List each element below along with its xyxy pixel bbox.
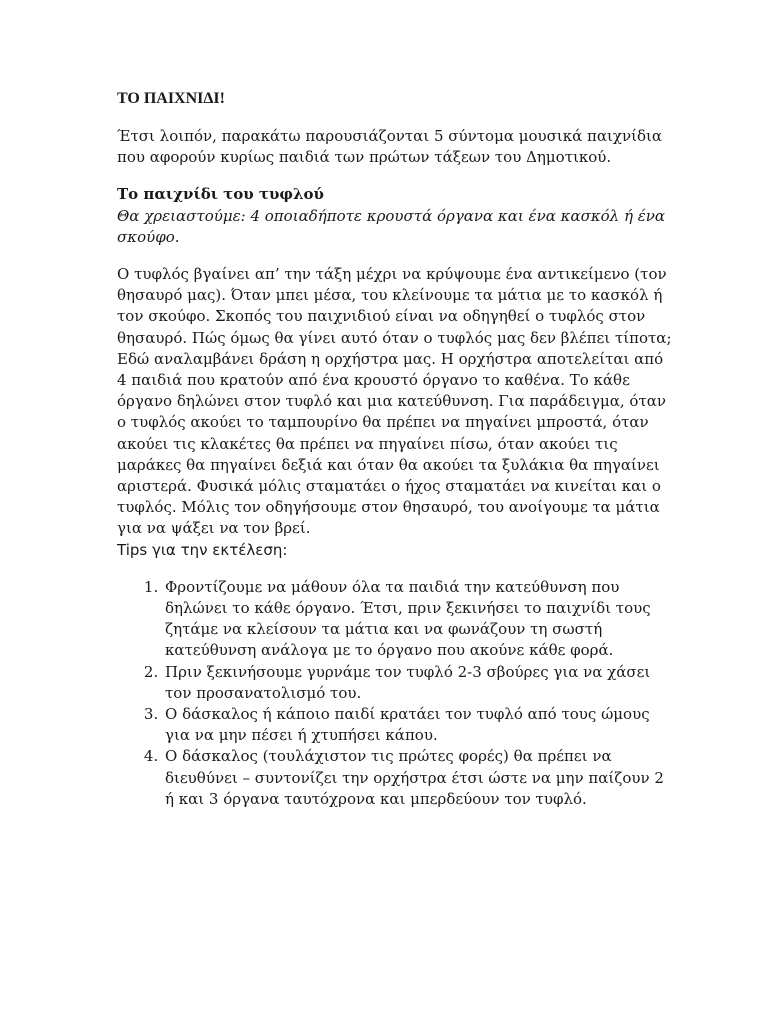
game-requirements: Θα χρειαστούμε: 4 οποιαδήποτε κρουστά όργανα και ένα κασκόλ ή ένα σκούφο. <box>117 206 666 246</box>
document-page <box>117 88 677 810</box>
game-title: Το παιχνίδι του τυφλού <box>117 185 324 204</box>
tip-item: 2. Πριν ξεκινήσουμε γυρνάμε τον τυφλό 2-3 σβούρες για να χάσει τον προσανατολισμό του. <box>163 662 677 704</box>
document-title: ΤΟ ΠΑΙΧΝΙΔΙ! <box>117 90 225 107</box>
intro-paragraph: Έτσι λοιπόν, παρακάτω παρουσιάζονται 5 σύντομα μουσικά παιχνίδια που αφορούν κυρίως παιδιά των πρώτων τάξεων του Δημοτικού. <box>117 127 663 167</box>
tips-label: Tips για την εκτέλεση: <box>117 540 288 559</box>
tip-item: 4. Ο δάσκαλος (τουλάχιστον τις πρώτες φορές) θα πρέπει να διευθύνει – συντονίζει την ορχήστρα έτσι ώστε να μην παίζουν 2 ή και 3 όργανα ταυτόχρονα και μπερδεύουν τον τυφλό. <box>163 746 677 810</box>
tip-item: 1. Φροντίζουμε να μάθουν όλα τα παιδιά την κατεύθυνση που δηλώνει το κάθε όργανο. Έτσι, πριν ξεκινήσει το παιχνίδι τους ζητάμε να κλείσουν τα μάτια και να φωνάζουν τη σωστή κατεύθυνση ανάλογα με το όργανο που ακούνε κάθε φορά. <box>163 577 677 662</box>
tip-item: 3. Ο δάσκαλος ή κάποιο παιδί κρατάει τον τυφλό από τους ώμους για να μην πέσει ή χτυπήσει κάπου. <box>163 704 677 746</box>
tips-list <box>117 577 677 810</box>
game-description: Ο τυφλός βγαίνει απ’ την τάξη μέχρι να κρύψουμε ένα αντικείμενο (τον θησαυρό μας). Όταν μπει μέσα, του κλείνουμε τα μάτια με το κασκόλ ή τον σκούφο. Σκοπός του παιχνιδιού είναι να οδηγηθεί ο τυφλός στον θησαυρό. Πώς όμως θα γίνει αυτό όταν ο τυφλός μας δεν βλέπει τίποτα; Εδώ αναλαμβάνει δράση η ορχήστρα μας. Η ορχήστρα αποτελείται από 4 παιδιά που κρατούν από ένα κρουστό όργανο το καθένα. Το κάθε όργανο δηλώνει στον τυφλό και μια κατεύθυνση. Για παράδειγμα, όταν ο τυφλός ακούει το ταμπουρίνο θα πρέπει να πηγαίνει μπροστά, όταν ακούει τις κλακέτες θα πρέπει να πηγαίνει πίσω, όταν ακούει τις μαράκες θα πηγαίνει δεξιά και όταν θα ακούει τα ξυλάκια θα πηγαίνει αριστερά. Φυσικά μόλις σταματάει ο ήχος σταματάει να κινείται και ο τυφλός. Μόλις τον οδηγήσουμε στον θησαυρό, του ανοίγουμε τα μάτια για να ψάξει να τον βρεί. <box>117 265 672 538</box>
